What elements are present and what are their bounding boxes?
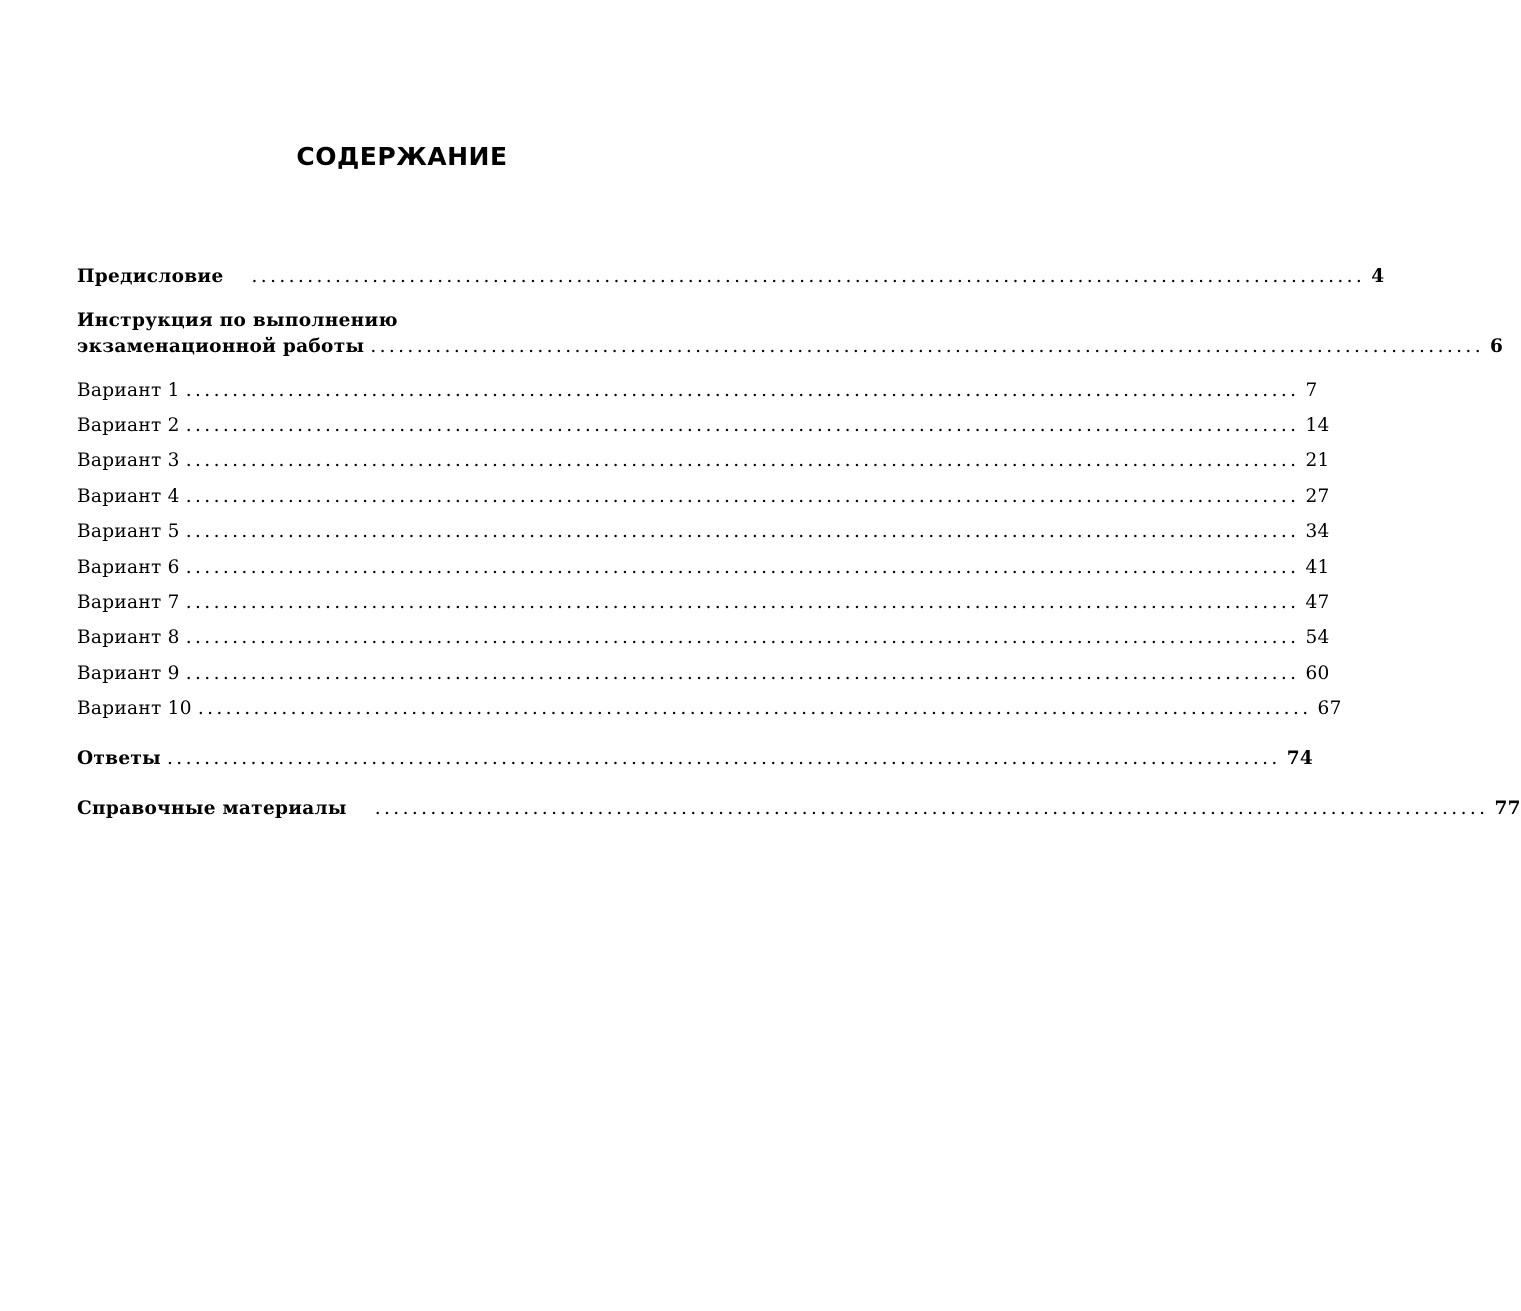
toc-label: Вариант 9 <box>77 663 180 684</box>
toc-entry-variant-5[interactable] <box>77 520 1330 544</box>
toc-page-number: 60 <box>1305 663 1330 684</box>
toc-label: Вариант 8 <box>77 627 180 648</box>
toc-page-number: 6 <box>1490 336 1504 357</box>
toc-entry-preface[interactable] <box>77 265 1385 289</box>
dot-leader: ........................................................................................................................ <box>185 521 1300 542</box>
toc-entry-variant-6[interactable] <box>77 556 1330 580</box>
dot-leader: ........................................................................................................................ <box>251 266 1366 287</box>
dot-leader: ........................................................................................................................ <box>185 557 1300 578</box>
dot-leader: ........................................................................................................................ <box>185 450 1300 471</box>
toc-label: Вариант 2 <box>77 415 180 436</box>
toc-entry-variant-1[interactable] <box>77 379 1318 403</box>
toc-entry-answers[interactable] <box>77 747 1314 771</box>
toc-label: Вариант 10 <box>77 698 192 719</box>
toc-entry-variant-10[interactable] <box>77 697 1342 721</box>
toc-entry-reference[interactable] <box>77 797 1521 821</box>
toc-page-number: 67 <box>1317 698 1342 719</box>
toc-label: Вариант 1 <box>77 380 180 401</box>
toc-page-number: 4 <box>1371 266 1385 287</box>
page-title: СОДЕРЖАНИЕ <box>296 142 508 171</box>
dot-leader: ........................................................................................................................ <box>185 380 1300 401</box>
toc-page-number: 74 <box>1286 748 1314 769</box>
dot-leader: ........................................................................................................................ <box>185 415 1300 436</box>
dot-leader: ........................................................................................................................ <box>185 627 1300 648</box>
toc-entry-variant-8[interactable] <box>77 626 1330 650</box>
toc-page-number: 77 <box>1494 798 1521 819</box>
dot-leader: ........................................................................................................................ <box>370 336 1484 357</box>
dot-leader: ........................................................................................................................ <box>185 592 1300 613</box>
toc-entry-variant-9[interactable] <box>77 662 1330 686</box>
toc-page-number: 14 <box>1305 415 1330 436</box>
toc-entry-variant-2[interactable] <box>77 414 1330 438</box>
toc-label-line1: Инструкция по выполнению <box>77 310 398 331</box>
toc-page-number: 7 <box>1305 380 1318 401</box>
dot-leader: ........................................................................................................................ <box>185 663 1300 684</box>
toc-page-number: 54 <box>1305 627 1330 648</box>
dot-leader: ........................................................................................................................ <box>185 486 1300 507</box>
toc-label: Ответы <box>77 748 162 769</box>
toc-entry-instruction[interactable] <box>77 309 1504 359</box>
toc-label: Предисловие <box>77 266 224 287</box>
toc-label: Вариант 6 <box>77 557 180 578</box>
toc-entry-variant-3[interactable] <box>77 449 1330 473</box>
toc-page-number: 47 <box>1305 592 1330 613</box>
toc-label: Справочные материалы <box>77 798 347 819</box>
toc-entry-variant-7[interactable] <box>77 591 1330 615</box>
toc-page-number: 21 <box>1305 450 1330 471</box>
dot-leader: ........................................................................................................................ <box>197 698 1312 719</box>
dot-leader: ........................................................................................................................ <box>167 748 1281 769</box>
toc-label: Вариант 7 <box>77 592 180 613</box>
toc-label-line2: экзаменационной работы <box>77 336 365 357</box>
toc-page-number: 41 <box>1305 557 1330 578</box>
toc-label: Вариант 5 <box>77 521 180 542</box>
toc-label: Вариант 3 <box>77 450 180 471</box>
toc-label: Вариант 4 <box>77 486 180 507</box>
toc-entry-variant-4[interactable] <box>77 485 1330 509</box>
toc-page-number: 34 <box>1305 521 1330 542</box>
toc-page-number: 27 <box>1305 486 1330 507</box>
dot-leader: ........................................................................................................................ <box>374 798 1489 819</box>
